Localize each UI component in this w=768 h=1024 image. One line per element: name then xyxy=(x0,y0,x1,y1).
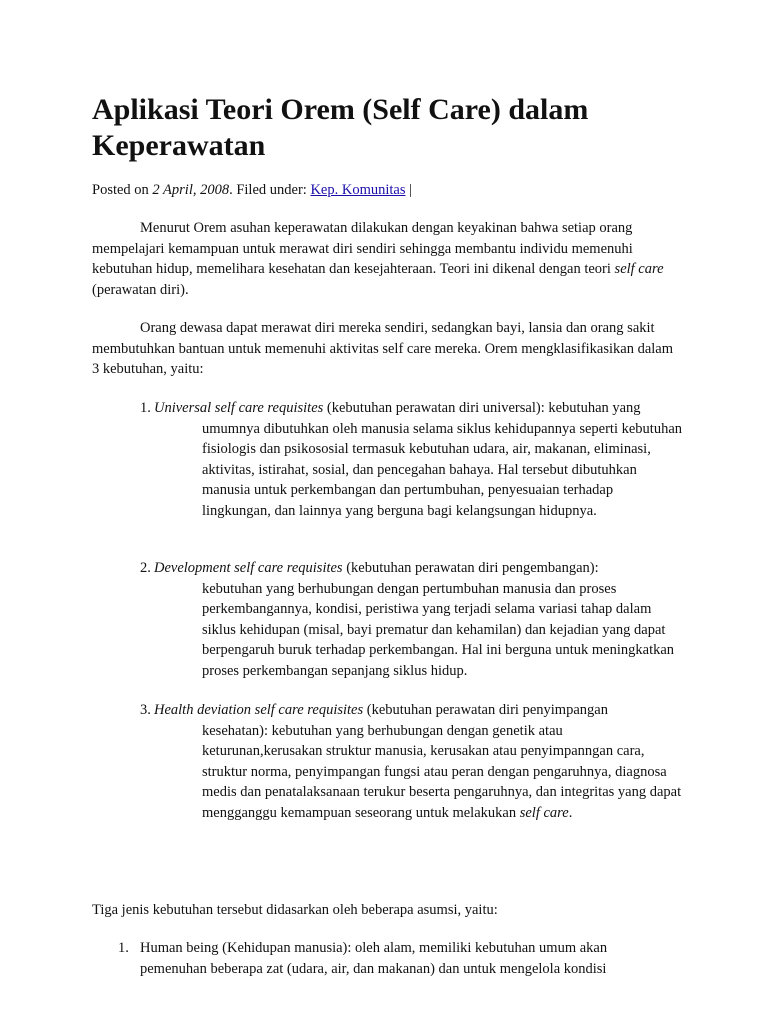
requisite-term: Development self care requisites xyxy=(154,560,343,576)
requisite-first-rest: (kebutuhan perawatan diri universal): kebutuhan yang xyxy=(323,400,641,416)
requisite-description-italic: self care xyxy=(519,804,569,821)
requisite-description: umumnya dibutuhkan oleh manusia selama siklus kehidupannya seperti kebutuhan fisiologis dan psikososial termasuk kebutuhan udara, air, makanan, eliminasi, aktivitas, istirahat, sosial, dan pencegahan bahaya. Hal tersebut dibutuhkan manusia untuk perkembangan dan pertumbuhan, penyesuaian terhadap lingkungan, dan lainnya yang berguna bagi kelangsungan hidupnya. xyxy=(202,420,683,519)
category-link[interactable]: Kep. Komunitas xyxy=(310,182,406,198)
assumption-intro: Tiga jenis kebutuhan tersebut didasarkan oleh beberapa asumsi, yaitu: xyxy=(92,902,498,918)
requisite-first-rest: (kebutuhan perawatan diri penyimpangan xyxy=(363,702,608,718)
list-number: 1. xyxy=(118,940,129,956)
requisite-term: Health deviation self care requisites xyxy=(154,702,364,718)
requisite-first-rest: (kebutuhan perawatan diri pengembangan): xyxy=(342,560,599,576)
meta-separator: | xyxy=(405,182,413,198)
requisite-first-line xyxy=(154,398,641,419)
requisite-term: Universal self care requisites xyxy=(154,400,324,416)
requisite-description: kebutuhan yang berhubungan dengan pertumbuhan manusia dan proses perkembangannya, kondisi, peristiwa yang terjadi selama variasi tahap dalam siklus kehidupan (misal, bayi prematur dan kehamilan) dan kejadian yang dapat berpengaruh buruk terhadap perkembangan. Hal ini berguna untuk meningkatkan proses perkembangan sepanjang siklus hidup. xyxy=(202,580,675,679)
post-meta xyxy=(92,180,412,200)
paragraph-intro xyxy=(92,218,682,300)
assumption-text: Human being (Kehidupan manusia): oleh alam, memiliki kebutuhan umum akan pemenuhan beberapa zat (udara, air, dan makanan) dan untuk mengelola kondisi xyxy=(140,940,608,977)
paragraph-intro-end: (perawatan diri). xyxy=(92,281,189,298)
paragraph-classification: Orang dewasa dapat merawat diri mereka sendiri, sedangkan bayi, lansia dan orang sakit membutuhkan bantuan untuk memenuhi aktivitas self care mereka. Orem mengklasifikasikan dalam 3 kebutuhan, yaitu: xyxy=(92,320,674,377)
requisite-description-end: . xyxy=(568,804,573,821)
requisite-first-line xyxy=(154,700,608,721)
requisite-description-text: kesehatan): kebutuhan yang berhubungan dengan genetik atau keturunan,kerusakan struktur manusia, kerusakan atau penyimpanngan cara, struktur norma, penyimpangan fungsi atau peran dengan pengaruhnya, diagnosa medis dan penatalaksanaan terukur beserta pengaruhnya, dan integritas yang dapat mengganggu kemampuan seseorang untuk melakukan xyxy=(202,722,682,821)
requisite-first-line xyxy=(154,558,599,579)
paragraph-intro-italic: self care xyxy=(614,261,664,277)
list-number: 3. xyxy=(140,702,151,718)
filed-under-label: . Filed under: xyxy=(229,182,311,198)
requisite-description xyxy=(202,721,682,824)
list-number: 1. xyxy=(140,400,151,416)
posted-prefix: Posted on xyxy=(92,182,153,198)
paragraph-intro-text: Menurut Orem asuhan keperawatan dilakukan dengan keyakinan bahwa setiap orang mempelajari kemampuan untuk merawat diri sendiri sehingga membantu individu memenuhi kebutuhan hidup, memelihara kesehatan dan kesejahteraan. Teori ini dikenal dengan teori xyxy=(92,220,633,277)
posted-date: 2 April, 2008 xyxy=(152,182,230,198)
page-title: Aplikasi Teori Orem (Self Care) dalam Keperawatan xyxy=(92,93,589,162)
list-number: 2. xyxy=(140,560,151,576)
